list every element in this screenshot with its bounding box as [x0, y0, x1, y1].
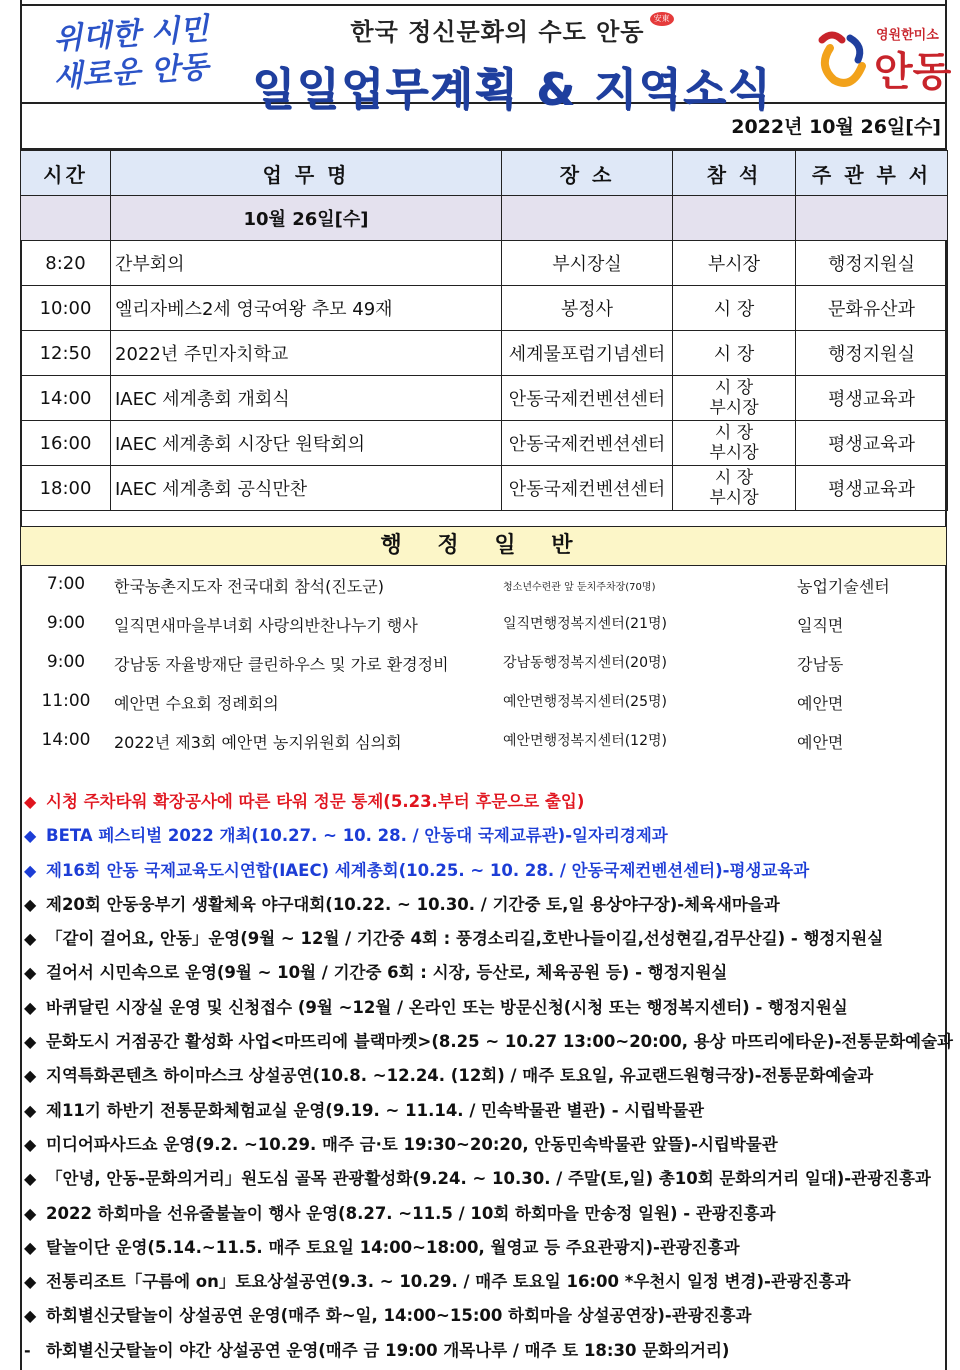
- notice-item: [24, 1162, 954, 1196]
- schedule-time: 18:00: [21, 466, 111, 511]
- notice-item: [24, 854, 954, 888]
- admin-list: [20, 566, 947, 761]
- andong-seal: 安東: [650, 12, 674, 26]
- schedule-task: 엘리자베스2세 영국여왕 추모 49재: [111, 286, 502, 331]
- admin-event: 일직면새마을부녀회 사랑의반찬나누기 행사: [114, 616, 418, 635]
- diamond-bullet-icon: ◆: [24, 1066, 37, 1086]
- notice-item: [24, 1059, 954, 1093]
- attendee-secondary: 부시장: [709, 488, 759, 508]
- schedule-attendee: [673, 376, 796, 421]
- admin-time: 9:00: [46, 613, 86, 633]
- diamond-bullet-icon: -: [24, 1340, 31, 1360]
- notice-item: [24, 956, 954, 990]
- notice-text: 지역특화콘텐츠 하이마스크 상설공연(10.8. ~12.24. (12회) / 매주 토요일, 유교랜드원형극장)-전통문화예술과: [46, 1066, 874, 1086]
- notice-text: 문화도시 거점공간 활성화 사업<마뜨리에 블랙마켓>(8.25 ~ 10.27 13:00~20:00, 용상 마뜨리에타운)-전통문화예술과: [46, 1032, 953, 1052]
- city-slogan: [36, 11, 226, 96]
- schedule-place: 세계물포럼기념센터: [502, 331, 673, 376]
- admin-time: 7:00: [46, 574, 86, 594]
- notice-item: [24, 922, 954, 956]
- admin-event: 예안면 수요회 정례회의: [114, 694, 279, 713]
- attendee-primary: 시 장: [713, 299, 755, 320]
- banner-subtitle: 한국 정신문화의 수도 안동: [350, 18, 645, 46]
- notice-text: BETA 페스티벌 2022 개최(10.27. ~ 10. 28. / 안동대 국제교류관)-일자리경제과: [46, 826, 668, 846]
- admin-event: 2022년 제3회 예안면 농지위원회 심의회: [114, 733, 402, 752]
- admin-dept: 강남동: [797, 655, 844, 674]
- admin-place: 강남동행정복지센터(20명): [503, 655, 667, 671]
- report-date: 2022년 10월 26일[수]: [20, 104, 947, 150]
- schedule-row: [21, 331, 948, 376]
- schedule-time: 12:50: [21, 331, 111, 376]
- diamond-bullet-icon: ◆: [24, 997, 37, 1017]
- notice-item: [24, 1025, 954, 1059]
- col-header-place: 장 소: [502, 151, 673, 196]
- schedule-dept: 평생교육과: [796, 466, 948, 511]
- notice-text: 「안녕, 안동-문화의거리」원도심 골목 관광활성화(9.24. ~ 10.30. / 주말(토,일) 총10회 문화의거리 일대)-관광진흥과: [46, 1169, 931, 1189]
- slogan-line-1: 위대한 시민: [52, 11, 210, 58]
- admin-time: 9:00: [46, 652, 86, 672]
- logo-tagline: 영원한미소: [876, 28, 939, 43]
- schedule-dept: 문화유산과: [796, 286, 948, 331]
- admin-row: [20, 722, 947, 761]
- smile-logo-icon: [812, 26, 872, 88]
- schedule-row: [21, 376, 948, 421]
- diamond-bullet-icon: ◆: [24, 1306, 37, 1326]
- schedule-task: 간부회의: [111, 241, 502, 286]
- schedule-place: 안동국제컨벤션센터: [502, 376, 673, 421]
- attendee-primary: 시 장: [714, 423, 754, 443]
- diamond-bullet-icon: ◆: [24, 1169, 37, 1189]
- diamond-bullet-icon: ◆: [24, 1203, 37, 1223]
- notice-item: [24, 1299, 954, 1333]
- admin-time: 11:00: [41, 691, 91, 711]
- schedule-row: [21, 421, 948, 466]
- diamond-bullet-icon: ◆: [24, 963, 37, 983]
- schedule-task: IAEC 세계총회 공식만찬: [111, 466, 502, 511]
- notice-text: 시청 주차타워 확장공사에 따른 타워 정문 통제(5.23.부터 후문으로 출입): [46, 792, 585, 811]
- schedule-place: 안동국제컨벤션센터: [502, 466, 673, 511]
- schedule-dept: 행정지원실: [796, 331, 948, 376]
- schedule-row: [21, 466, 948, 511]
- day-row-blank: [673, 196, 796, 241]
- admin-place: 예안면행정복지센터(12명): [503, 733, 667, 749]
- schedule-task: IAEC 세계총회 개회식: [111, 376, 502, 421]
- schedule-attendee: [673, 466, 796, 511]
- notice-item: [24, 819, 954, 853]
- notice-item: [24, 1197, 954, 1231]
- schedule-attendee: [673, 241, 796, 286]
- notice-item: [24, 785, 954, 819]
- banner-center: [232, 12, 792, 117]
- schedule-row: [21, 241, 948, 286]
- schedule-time: 8:20: [21, 241, 111, 286]
- notice-text: 탈놀이단 운영(5.14.~11.5. 매주 토요일 14:00~18:00, 월영교 등 주요관광지)-관광진흥과: [46, 1237, 740, 1257]
- schedule-header-row: [21, 151, 948, 196]
- notice-text: 제20회 안동웅부기 생활체육 야구대회(10.22. ~ 10.30. / 기간중 토,일 용상야구장)-체육새마을과: [46, 894, 780, 914]
- diamond-bullet-icon: ◆: [24, 826, 37, 846]
- notice-text: 2022 하회마을 선유줄불놀이 행사 운영(8.27. ~11.5 / 10회 하회마을 만송정 일원) - 관광진흥과: [46, 1203, 776, 1223]
- notice-item: [24, 1265, 954, 1299]
- schedule-attendee: [673, 421, 796, 466]
- diamond-bullet-icon: ◆: [24, 1237, 37, 1257]
- schedule-dept: 평생교육과: [796, 421, 948, 466]
- schedule-time: 10:00: [21, 286, 111, 331]
- notice-text: 「같이 걸어요, 안동」운영(9월 ~ 12월 / 기간중 4회 : 풍경소리길,호반나들이길,선성현길,검무산길) - 행정지원실: [46, 929, 884, 949]
- admin-place: 청소년수련관 앞 둔치주차장(70명): [503, 582, 656, 593]
- notice-text: 미디어파사드쇼 운영(9.2. ~10.29. 매주 금·토 19:30~20:20, 안동민속박물관 앞뜰)-시립박물관: [46, 1134, 778, 1154]
- notice-item: [24, 991, 954, 1025]
- col-header-attend: 참 석: [673, 151, 796, 196]
- notice-item: [24, 1334, 954, 1368]
- admin-row: [20, 605, 947, 644]
- admin-dept: 예안면: [797, 733, 844, 752]
- notice-text: 하회별신굿탈놀이 야간 상설공연 운영(매주 금 19:00 개목나루 / 매주 토 18:30 문화의거리): [46, 1340, 730, 1360]
- notice-item: [24, 1128, 954, 1162]
- admin-dept: 예안면: [797, 694, 844, 713]
- schedule-dept: 평생교육과: [796, 376, 948, 421]
- schedule-attendee: [673, 286, 796, 331]
- slogan-line-2: 새로운 안동: [52, 49, 210, 96]
- day-row-blank: [796, 196, 948, 241]
- notice-text: 제16회 안동 국제교육도시연합(IAEC) 세계총회(10.25. ~ 10. 28. / 안동국제컨벤션센터)-평생교육과: [46, 860, 810, 880]
- diamond-bullet-icon: ◆: [24, 1134, 37, 1154]
- admin-row: [20, 644, 947, 683]
- notice-text: 전통리조트「구름에 on」토요상설공연(9.3. ~ 10.29. / 매주 토요일 16:00 *우천시 일정 변경)-관광진흥과: [46, 1272, 851, 1292]
- diamond-bullet-icon: ◆: [24, 1272, 37, 1292]
- attendee-secondary: 부시장: [709, 398, 759, 418]
- schedule-place: 안동국제컨벤션센터: [502, 421, 673, 466]
- schedule-place: 부시장실: [502, 241, 673, 286]
- notice-item: [24, 1231, 954, 1265]
- schedule-time: 14:00: [21, 376, 111, 421]
- andong-logo: [812, 22, 952, 95]
- admin-section-title: 행 정 일 반: [20, 526, 947, 566]
- admin-row: [20, 683, 947, 722]
- attendee-secondary: 부시장: [709, 443, 759, 463]
- admin-dept: 농업기술센터: [797, 577, 890, 596]
- notice-text: 제11기 하반기 전통문화체험교실 운영(9.19. ~ 11.14. / 민속박물관 별관) - 시립박물관: [46, 1100, 704, 1120]
- schedule-place: 봉정사: [502, 286, 673, 331]
- col-header-dept: 주 관 부 서: [796, 151, 948, 196]
- diamond-bullet-icon: ◆: [24, 929, 37, 949]
- attendee-primary: 시 장: [713, 344, 755, 365]
- diamond-bullet-icon: ◆: [24, 860, 37, 880]
- col-header-task: 업 무 명: [111, 151, 502, 196]
- admin-place: 일직면행정복지센터(21명): [503, 616, 667, 632]
- header-banner: [20, 4, 952, 115]
- day-label: 10월 26일[수]: [111, 196, 502, 241]
- admin-event: 강남동 자율방재단 클린하우스 및 가로 환경정비: [114, 655, 449, 674]
- attendee-primary: 시 장: [714, 378, 754, 398]
- schedule-dept: 행정지원실: [796, 241, 948, 286]
- col-header-time: 시간: [21, 151, 111, 196]
- admin-row: [20, 566, 947, 605]
- schedule-time: 16:00: [21, 421, 111, 466]
- attendee-primary: 부시장: [707, 254, 761, 275]
- schedule-task: 2022년 주민자치학교: [111, 331, 502, 376]
- notice-list: [24, 785, 954, 1368]
- notice-item: [24, 888, 954, 922]
- day-row-blank: [502, 196, 673, 241]
- schedule-row: [21, 286, 948, 331]
- notice-text: 바퀴달린 시장실 운영 및 신청접수 (9월 ~12월 / 온라인 또는 방문신청(시청 또는 행정복지센터) - 행정지원실: [46, 997, 848, 1017]
- notice-item: [24, 1094, 954, 1128]
- day-row-blank: [21, 196, 111, 241]
- schedule-attendee: [673, 331, 796, 376]
- admin-time: 14:00: [41, 730, 91, 750]
- schedule-task: IAEC 세계총회 시장단 원탁회의: [111, 421, 502, 466]
- diamond-bullet-icon: ◆: [24, 1032, 37, 1052]
- notice-text: 하회별신굿탈놀이 상설공연 운영(매주 화~일, 14:00~15:00 하회마을 상설공연장)-관광진흥과: [46, 1306, 752, 1326]
- admin-place: 예안면행정복지센터(25명): [503, 694, 667, 710]
- diamond-bullet-icon: ◆: [24, 792, 37, 811]
- page-title: 일일업무계획 & 지역소식: [251, 64, 773, 115]
- day-row: [21, 196, 948, 241]
- schedule-table: [20, 150, 948, 511]
- logo-name: 안동: [874, 49, 952, 95]
- admin-event: 한국농촌지도자 전국대회 참석(진도군): [114, 577, 384, 596]
- attendee-primary: 시 장: [714, 468, 754, 488]
- notice-text: 걸어서 시민속으로 운영(9월 ~ 10월 / 기간중 6회 : 시장, 등산로, 체육공원 등) - 행정지원실: [46, 963, 728, 983]
- admin-dept: 일직면: [797, 616, 844, 635]
- diamond-bullet-icon: ◆: [24, 894, 37, 914]
- diamond-bullet-icon: ◆: [24, 1100, 37, 1120]
